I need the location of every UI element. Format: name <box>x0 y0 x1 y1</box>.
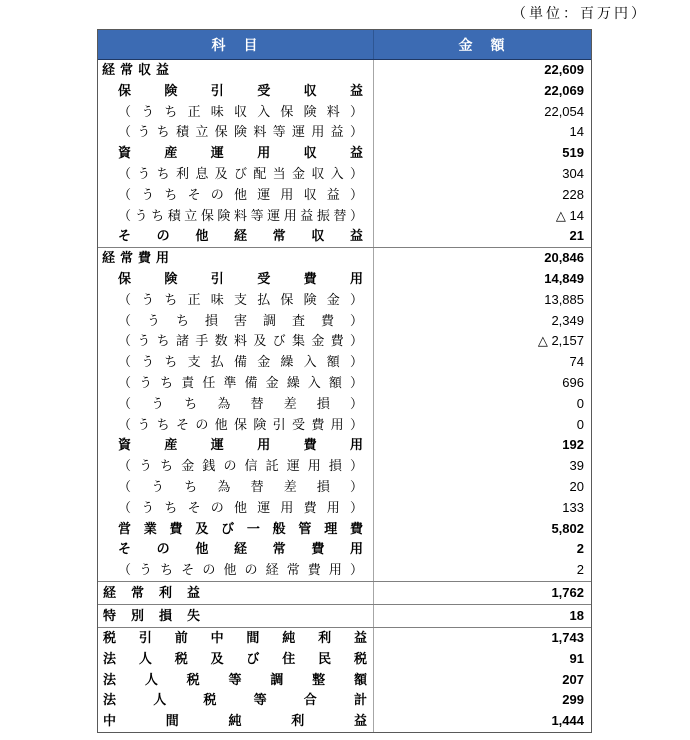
row-value: 21 <box>569 228 584 244</box>
row-label: （うち責任準備金繰入額） <box>98 373 374 394</box>
row-label: （うち正味収入保険料） <box>98 102 374 123</box>
row-value: 2,349 <box>551 312 584 328</box>
row-value: 18 <box>569 607 584 623</box>
row-label: その他経常収益 <box>98 226 374 247</box>
table-row <box>98 415 591 436</box>
column-header-item: 科 目 <box>98 30 374 59</box>
row-label: 保険引受費用 <box>98 269 374 290</box>
table-row <box>98 582 591 604</box>
row-label: 法人税及び住民税 <box>98 649 374 670</box>
row-label: （うち利息及び配当金収入） <box>98 164 374 185</box>
row-label: （うち為替差損） <box>98 477 374 498</box>
row-label: （うちその他保険引受費用） <box>98 415 374 436</box>
row-label: 営業費及び一般管理費 <box>98 519 374 540</box>
table-row <box>98 690 591 711</box>
table-row <box>98 60 591 81</box>
row-value: 14,849 <box>544 270 584 286</box>
table-row <box>98 311 591 332</box>
table-section <box>98 627 591 732</box>
income-statement-table <box>97 29 592 733</box>
row-value: 20,846 <box>544 250 584 266</box>
row-label: その他経常費用 <box>98 539 374 560</box>
row-value: 2 <box>576 541 584 557</box>
table-row <box>98 711 591 732</box>
row-value: 22,054 <box>544 103 584 119</box>
row-value: △ 14 <box>555 207 584 223</box>
table-row <box>98 331 591 352</box>
row-value: 91 <box>569 650 584 666</box>
row-label: （うち為替差損） <box>98 394 374 415</box>
table-row <box>98 352 591 373</box>
table-row <box>98 164 591 185</box>
table-section <box>98 60 591 247</box>
table-row <box>98 185 591 206</box>
column-header-amount: 金 額 <box>458 36 507 53</box>
table-row <box>98 605 591 627</box>
row-label: （うち金銭の信託運用損） <box>98 456 374 477</box>
table-row <box>98 81 591 102</box>
row-label: （うち諸手数料及び集金費） <box>98 331 374 352</box>
table-row <box>98 628 591 649</box>
row-label: 資産運用費用 <box>98 435 374 456</box>
row-label: 税引前中間純利益 <box>98 628 374 649</box>
row-label: （うち正味支払保険金） <box>98 290 374 311</box>
table-row <box>98 519 591 540</box>
row-value: 2 <box>576 562 584 578</box>
row-label: （うち積立保険料等運用益） <box>98 122 374 143</box>
table-row <box>98 226 591 247</box>
row-value: 74 <box>569 354 584 370</box>
row-value: 1,444 <box>551 713 584 729</box>
row-value: 207 <box>562 671 584 687</box>
table-row <box>98 649 591 670</box>
row-value: 22,069 <box>544 82 584 98</box>
table-row <box>98 290 591 311</box>
table-header-row <box>98 30 591 60</box>
table-row <box>98 539 591 560</box>
row-label: （うちその他運用費用） <box>98 498 374 519</box>
row-label: 経常費用 <box>98 248 374 269</box>
row-value: 39 <box>569 458 584 474</box>
unit-label: （単位：百万円） <box>512 5 648 21</box>
row-value: 0 <box>576 416 584 432</box>
row-value: △ 2,157 <box>537 333 584 349</box>
row-value: 5,802 <box>551 520 584 536</box>
table-row <box>98 498 591 519</box>
table-row <box>98 122 591 143</box>
row-value: 1,743 <box>551 629 584 645</box>
row-label: 特別損失 <box>98 605 374 627</box>
row-label: （うちその他運用収益） <box>98 185 374 206</box>
table-row <box>98 102 591 123</box>
row-value: 299 <box>562 692 584 708</box>
table-section <box>98 604 591 627</box>
row-value: 0 <box>576 395 584 411</box>
table-row <box>98 143 591 164</box>
row-value: 14 <box>569 124 584 140</box>
table-body <box>98 60 591 732</box>
row-value: 519 <box>562 145 584 161</box>
table-row <box>98 206 591 227</box>
row-label: 法人税等合計 <box>98 690 374 711</box>
row-label: （うち積立保険料等運用益振替） <box>98 206 374 227</box>
table-row <box>98 456 591 477</box>
table-section <box>98 247 591 581</box>
table-row <box>98 435 591 456</box>
row-label: 法人税等調整額 <box>98 670 374 691</box>
row-value: 13,885 <box>544 291 584 307</box>
table-row <box>98 560 591 581</box>
table-section <box>98 581 591 604</box>
row-label: （うち損害調査費） <box>98 311 374 332</box>
row-value: 1,762 <box>551 584 584 600</box>
row-value: 696 <box>562 374 584 390</box>
row-value: 228 <box>562 186 584 202</box>
table-row <box>98 670 591 691</box>
row-value: 304 <box>562 165 584 181</box>
table-row <box>98 269 591 290</box>
table-row <box>98 394 591 415</box>
row-label: 経常利益 <box>98 582 374 604</box>
table-row <box>98 248 591 269</box>
row-label: 中間純利益 <box>98 711 374 732</box>
row-label: 資産運用収益 <box>98 143 374 164</box>
row-label: 経常収益 <box>98 60 374 81</box>
row-value: 22,609 <box>544 62 584 77</box>
table-row <box>98 373 591 394</box>
row-label: 保険引受収益 <box>98 81 374 102</box>
row-value: 192 <box>562 437 584 453</box>
row-value: 20 <box>569 478 584 494</box>
row-value: 133 <box>562 499 584 515</box>
table-row <box>98 477 591 498</box>
row-label: （うち支払備金繰入額） <box>98 352 374 373</box>
row-label: （うちその他の経常費用） <box>98 560 374 581</box>
